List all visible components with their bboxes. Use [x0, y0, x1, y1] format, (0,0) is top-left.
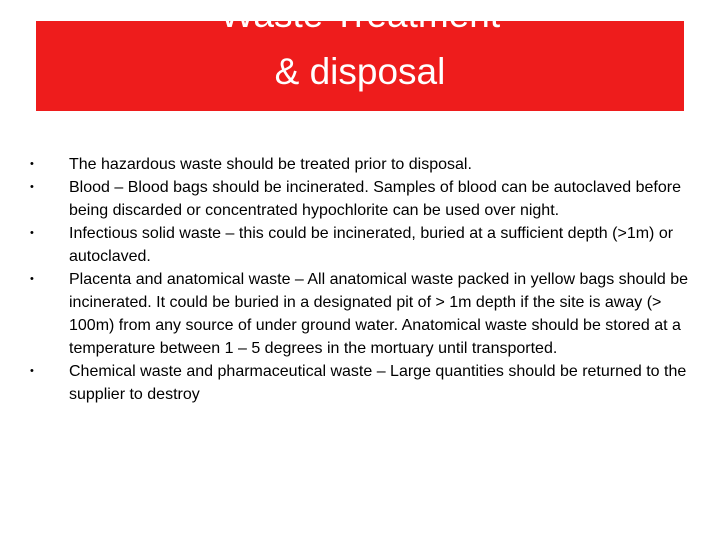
bullet-marker: • — [30, 365, 34, 377]
bullet-item — [30, 222, 690, 268]
slide-title-line-1: Waste Treatment — [219, 0, 501, 35]
bullet-item — [30, 360, 690, 406]
bullet-item — [30, 176, 690, 222]
bullet-text: Chemical waste and pharmaceutical waste – Large quantities should be returned to the supplier to destroy — [69, 363, 687, 403]
bullet-item — [30, 153, 690, 176]
bullet-marker: • — [30, 158, 34, 170]
bullet-marker: • — [30, 273, 34, 285]
slide-title-line-2: & disposal — [274, 51, 446, 92]
bullet-marker: • — [30, 227, 34, 239]
bullet-text: The hazardous waste should be treated prior to disposal. — [69, 156, 472, 173]
bullet-text: Infectious solid waste – this could be incinerated, buried at a sufficient depth (>1m) or autoclaved. — [69, 225, 674, 265]
bullet-list — [30, 153, 690, 406]
bullet-marker: • — [30, 181, 34, 193]
bullet-item — [30, 268, 690, 360]
bullet-text: Placenta and anatomical waste – All anatomical waste packed in yellow bags should be incinerated. It could be buried in a designated pit of > 1m depth if the site is away (> 100m) from any source of under ground water. Anatomical waste should be stored at a temperature between 1 – 5 degrees in the mortuary until transported. — [69, 271, 689, 357]
bullet-text: Blood – Blood bags should be incinerated. Samples of blood can be autoclaved before being discarded or concentrated hypochlorite can be used over night. — [69, 179, 681, 219]
title-banner — [36, 0, 684, 111]
